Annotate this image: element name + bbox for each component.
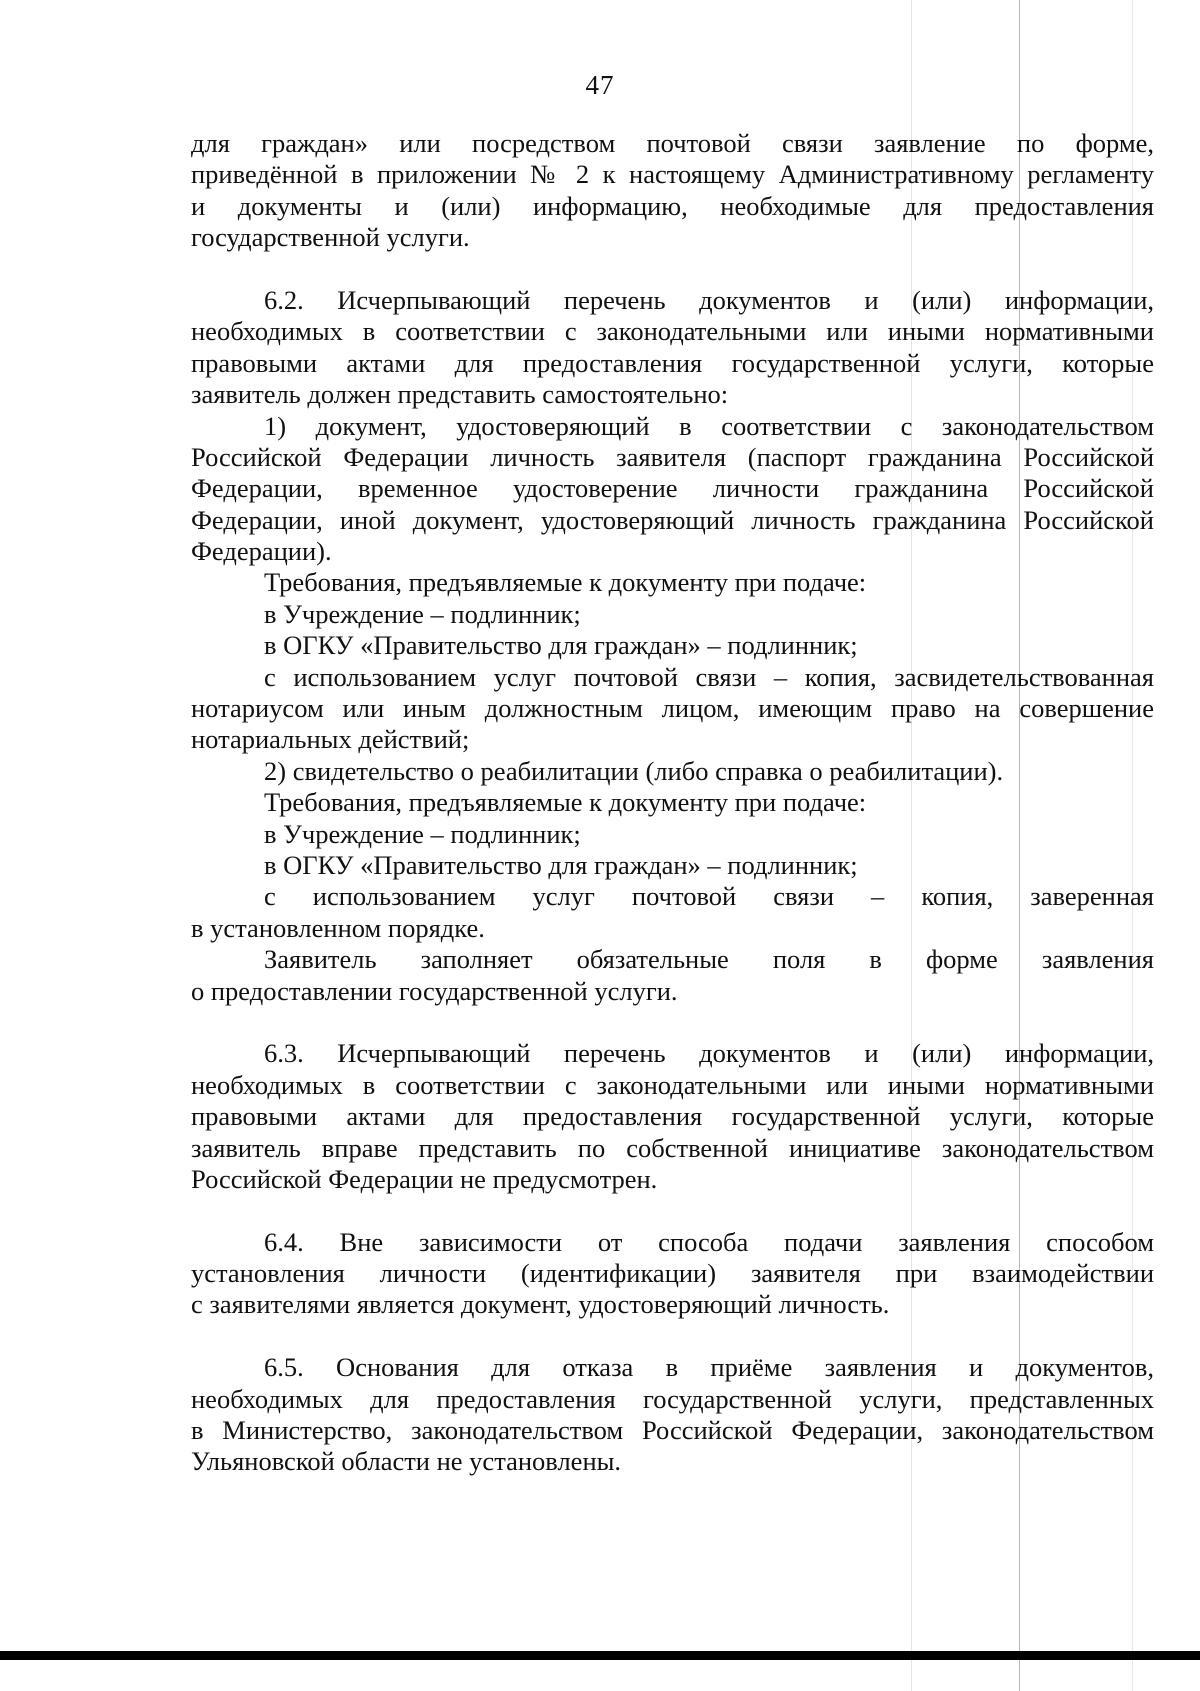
text-line: заявитель вправе представить по собственной инициативе законодательством — [191, 1132, 1154, 1163]
text-line: Требования, предъявляемые к документу при подаче: — [264, 567, 867, 598]
text-line: Заявитель заполняет обязательные поля в форме заявления — [264, 944, 1154, 975]
text-line: Требования, предъявляемые к документу при подаче: — [264, 787, 867, 818]
paragraph-gap — [191, 254, 1154, 285]
text-line: в Министерство, законодательством Российской Федерации, законодательством — [191, 1415, 1154, 1446]
text-line: Федерации). — [191, 536, 332, 567]
text-line: нотариальных действий; — [191, 724, 470, 755]
paragraph-gap — [191, 1321, 1154, 1352]
text-line: в Учреждение – подлинник; — [264, 598, 581, 629]
paragraph-gap — [191, 1007, 1154, 1038]
text-line: с использованием услуг почтовой связи – копия, засвидетельствованная — [264, 661, 1154, 692]
text-line: правовыми актами для предоставления государственной услуги, которые — [191, 1101, 1154, 1132]
text-line: 6.4. Вне зависимости от способа подачи заявления способом — [264, 1226, 1154, 1257]
text-line: правовыми актами для предоставления государственной услуги, которые — [191, 347, 1154, 378]
text-line: и документы и (или) информацию, необходимые для предоставления — [191, 190, 1154, 221]
text-line: в ОГКУ «Правительство для граждан» – подлинник; — [264, 849, 858, 880]
text-line: в ОГКУ «Правительство для граждан» – подлинник; — [264, 630, 858, 661]
text-line: 6.2. Исчерпывающий перечень документов и (или) информации, — [264, 284, 1154, 315]
page-bottom-border — [0, 1651, 1200, 1660]
text-line: необходимых для предоставления государственной услуги, представленных — [191, 1383, 1154, 1414]
text-line: 6.3. Исчерпывающий перечень документов и (или) информации, — [264, 1038, 1154, 1069]
page-number: 47 — [585, 70, 615, 100]
text-line: Ульяновской области не установлены. — [191, 1446, 622, 1477]
text-line: 1) документ, удостоверяющий в соответствии с законодательством — [264, 410, 1154, 441]
text-line: Российской Федерации не предусмотрен. — [191, 1163, 658, 1194]
text-line: для граждан» или посредством почтовой связи заявление по форме, — [191, 128, 1154, 158]
text-line: 2) свидетельство о реабилитации (либо справка о реабилитации). — [264, 755, 1004, 786]
text-line: установления личности (идентификации) заявителя при взаимодействии — [191, 1258, 1154, 1289]
text-line: необходимых в соответствии с законодательными или иными нормативными — [191, 316, 1154, 347]
text-line: Федерации, иной документ, удостоверяющий личность гражданина Российской — [191, 504, 1154, 535]
document-body — [191, 128, 1154, 1478]
text-line: о предоставлении государственной услуги. — [191, 975, 678, 1006]
text-line: в установленном порядке. — [191, 912, 485, 943]
text-line: заявитель должен представить самостоятельно: — [191, 379, 729, 410]
text-line: 6.5. Основания для отказа в приёме заявления и документов, — [264, 1352, 1154, 1383]
text-line: необходимых в соответствии с законодательными или иными нормативными — [191, 1069, 1154, 1100]
paragraph-gap — [191, 1195, 1154, 1226]
text-line: Федерации, временное удостоверение личности гражданина Российской — [191, 473, 1154, 504]
text-line: с заявителями является документ, удостоверяющий личность. — [191, 1289, 890, 1320]
text-line: нотариусом или иным должностным лицом, имеющим право на совершение — [191, 693, 1154, 724]
text-line: с использованием услуг почтовой связи – копия, заверенная — [264, 881, 1154, 912]
text-line: в Учреждение – подлинник; — [264, 818, 581, 849]
text-line: приведённой в приложении № 2 к настоящему Административному регламенту — [191, 159, 1154, 190]
text-line: государственной услуги. — [191, 222, 470, 253]
text-line: Российской Федерации личность заявителя (паспорт гражданина Российской — [191, 441, 1154, 472]
